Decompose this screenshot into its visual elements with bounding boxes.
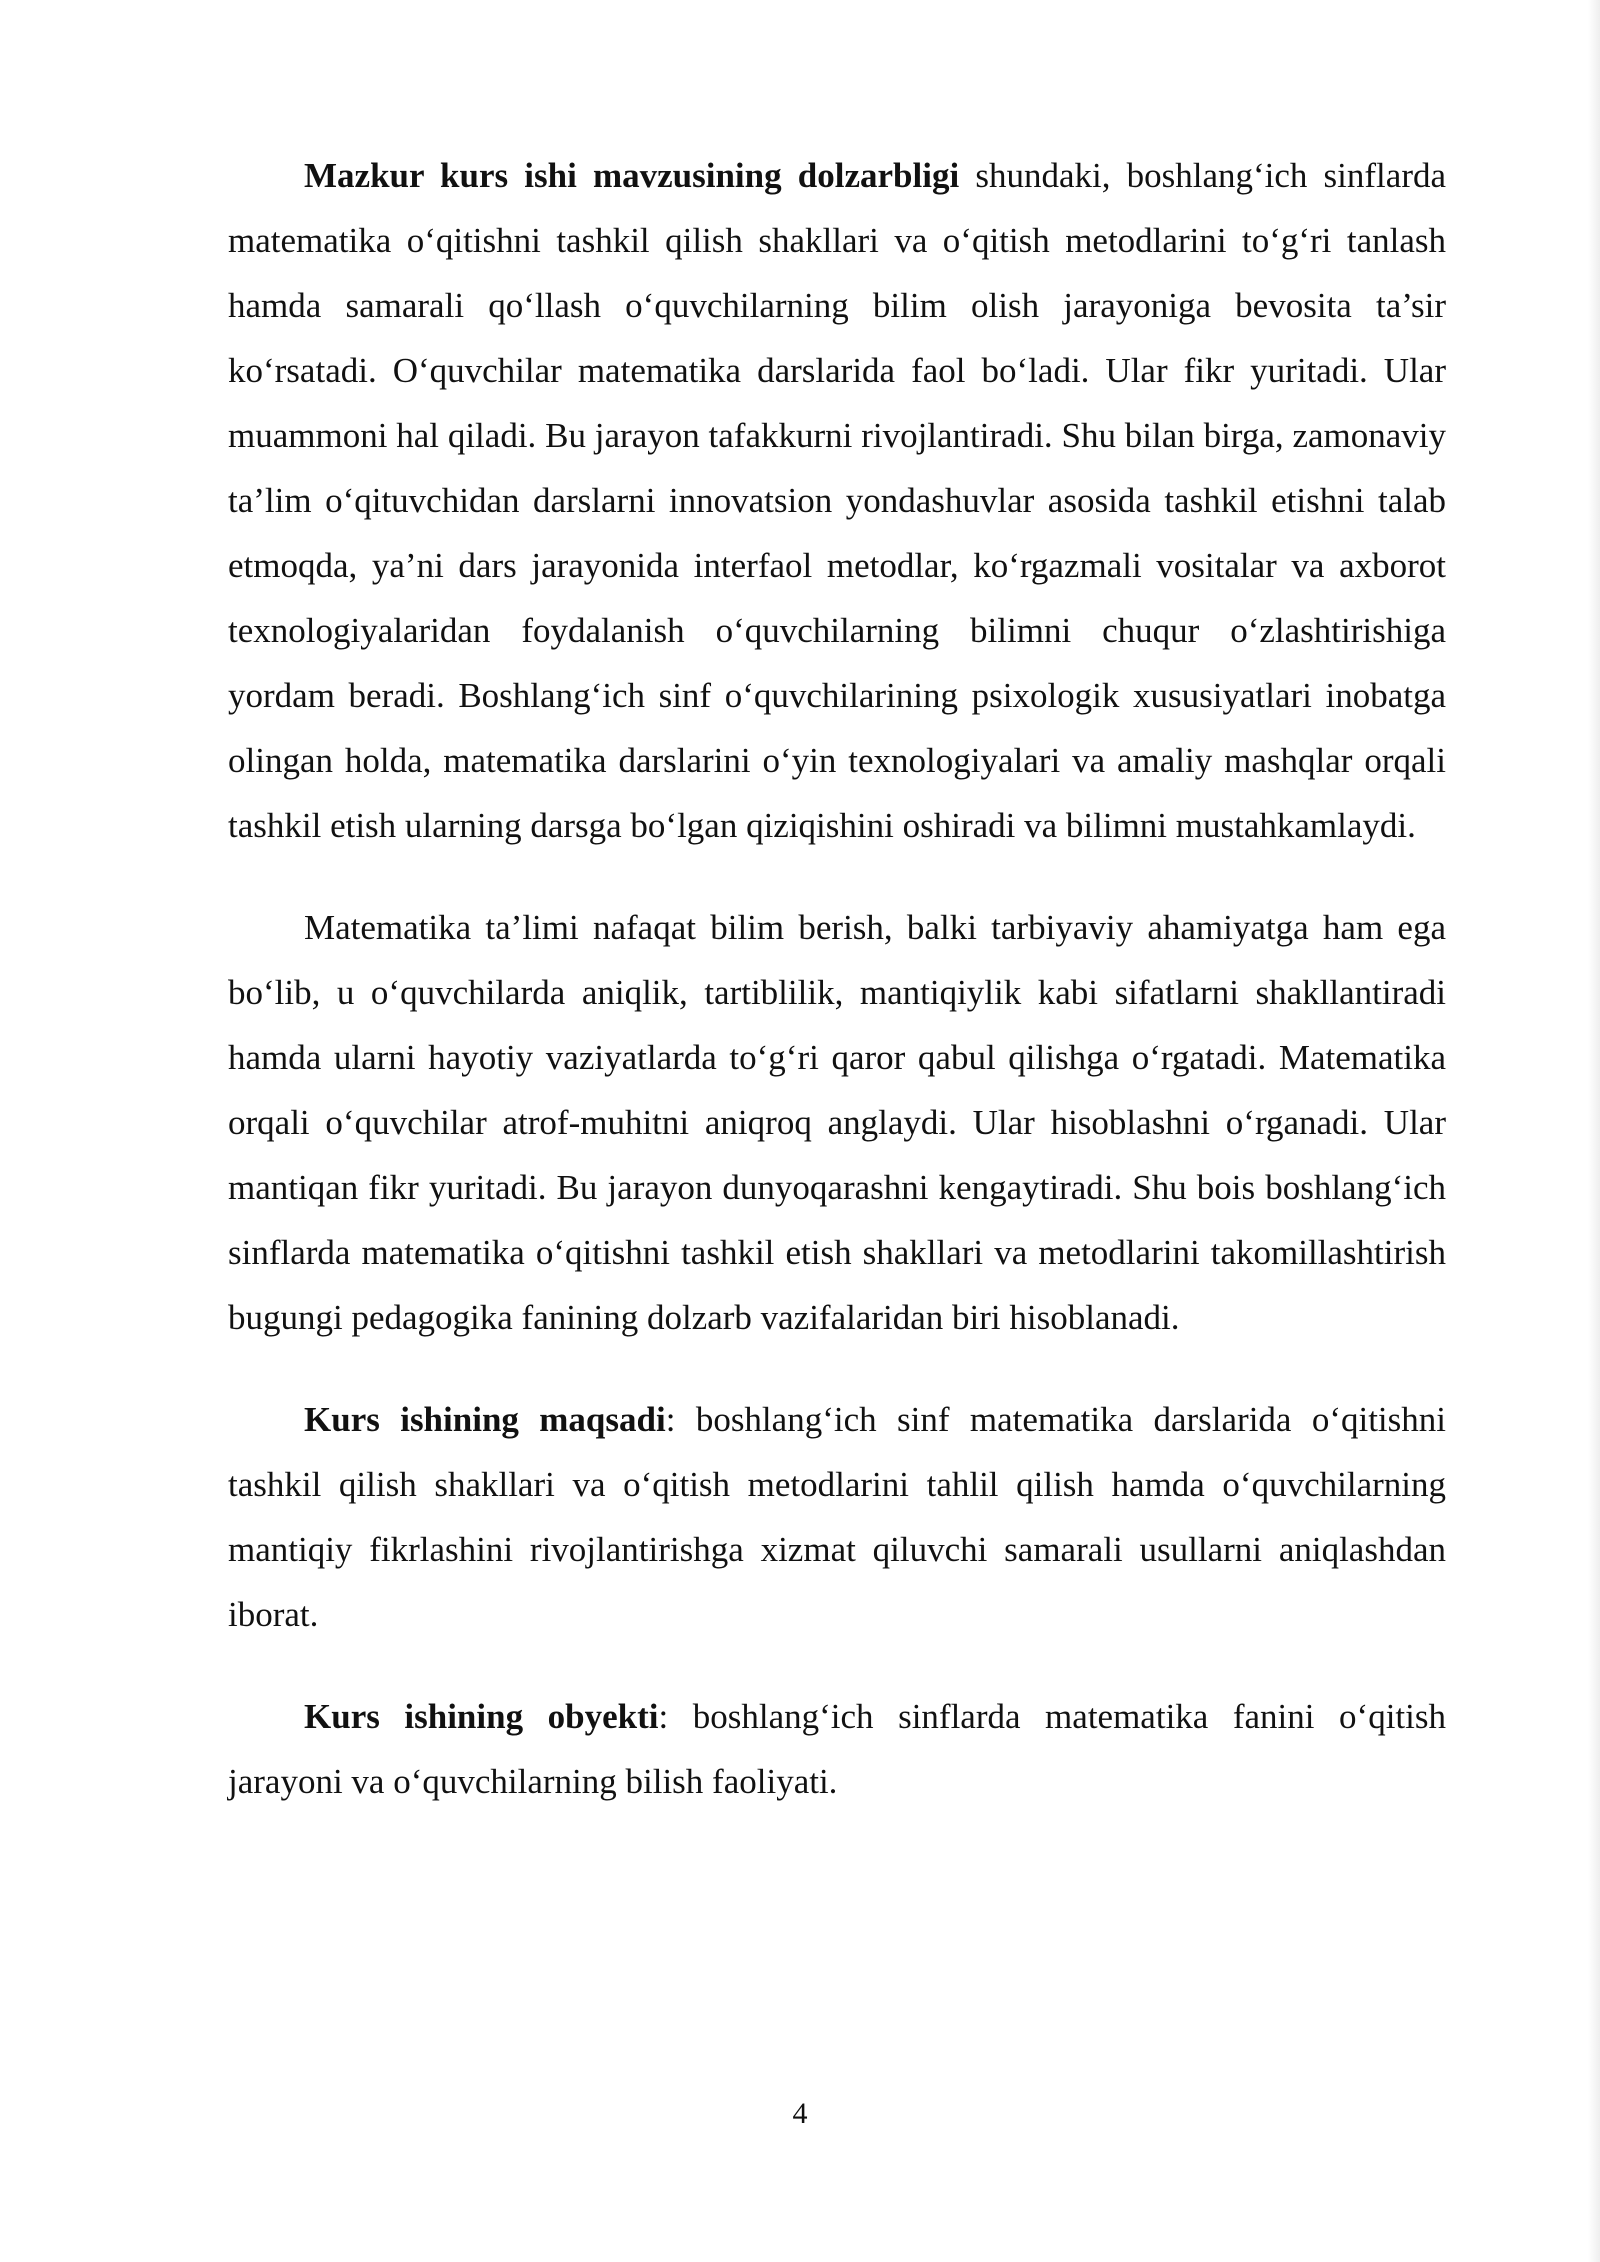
paragraph-goal xyxy=(228,1387,1446,1647)
paragraph-object-body: : boshlang‘ich sinflarda matematika fanini o‘qitish jarayoni va o‘quvchilarning bilish faoliyati. xyxy=(228,1697,1446,1801)
paragraph-goal-body: : boshlang‘ich sinf matematika darslarida o‘qitishni tashkil qilish shakllari va o‘qitish metodlarini tahlil qilish hamda o‘quvchilarning mantiqiy fikrlashini rivojlantirishga xizmat qiluvchi samarali usullarni aniqlashdan iborat. xyxy=(228,1400,1447,1634)
paragraph-relevance-body: shundaki, boshlang‘ich sinflarda matematika o‘qitishni tashkil qilish shakllari va o‘qitish metodlarini to‘g‘ri tanlash hamda samarali qo‘llash o‘quvchilarning bilim olish jarayoniga bevosita ta’sir ko‘rsatadi. O‘quvchilar matematika darslarida faol bo‘ladi. Ular fikr yuritadi. Ular muammoni hal qiladi. Bu jarayon tafakkurni rivojlantiradi. Shu bilan birga, zamonaviy ta’lim o‘qituvchidan darslarni innovatsion yondashuvlar asosida tashkil etishni talab etmoqda, ya’ni dars jarayonida interfaol metodlar, ko‘rgazmali vositalar va axborot texnologiyalaridan foydalanish o‘quvchilarning bilimni chuqur o‘zlashtirishiga yordam beradi. Boshlang‘ich sinf o‘quvchilarining psixologik xususiyatlari inobatga olingan holda, matematika darslarini o‘yin texnologiyalari va amaliy mashqlar orqali tashkil etish ularning darsga bo‘lgan qiziqishini oshiradi va bilimni mustahkamlaydi. xyxy=(228,156,1447,845)
page-content xyxy=(228,143,1446,1851)
paragraph-relevance xyxy=(228,143,1446,858)
paragraph-math-education-body: Matematika ta’limi nafaqat bilim berish, balki tarbiyaviy ahamiyatga ham ega bo‘lib, u o‘quvchilarda aniqlik, tartiblilik, mantiqiylik kabi sifatlarni shakllantiradi hamda ularni hayotiy vaziyatlarda to‘g‘ri qaror qabul qilishga o‘rgatadi. Matematika orqali o‘quvchilar atrof-muhitni aniqroq anglaydi. Ular hisoblashni o‘rganadi. Ular mantiqan fikr yuritadi. Bu jarayon dunyoqarashni kengaytiradi. Shu bois boshlang‘ich sinflarda matematika o‘qitishni tashkil etish shakllari va metodlarini takomillashtirish bugungi pedagogika fanining dolzarb vazifalaridan biri hisoblanadi. xyxy=(228,908,1446,1337)
page-number: 4 xyxy=(792,2097,808,2130)
page-edge-shadow xyxy=(1588,0,1600,2262)
paragraph-math-education xyxy=(228,895,1446,1350)
paragraph-object xyxy=(228,1684,1446,1814)
paragraph-object-lead: Kurs ishining obyekti xyxy=(304,1697,659,1736)
paragraph-relevance-lead: Mazkur kurs ishi mavzusining dolzarbligi xyxy=(304,156,960,195)
paragraph-goal-lead: Kurs ishining maqsadi xyxy=(304,1400,666,1439)
